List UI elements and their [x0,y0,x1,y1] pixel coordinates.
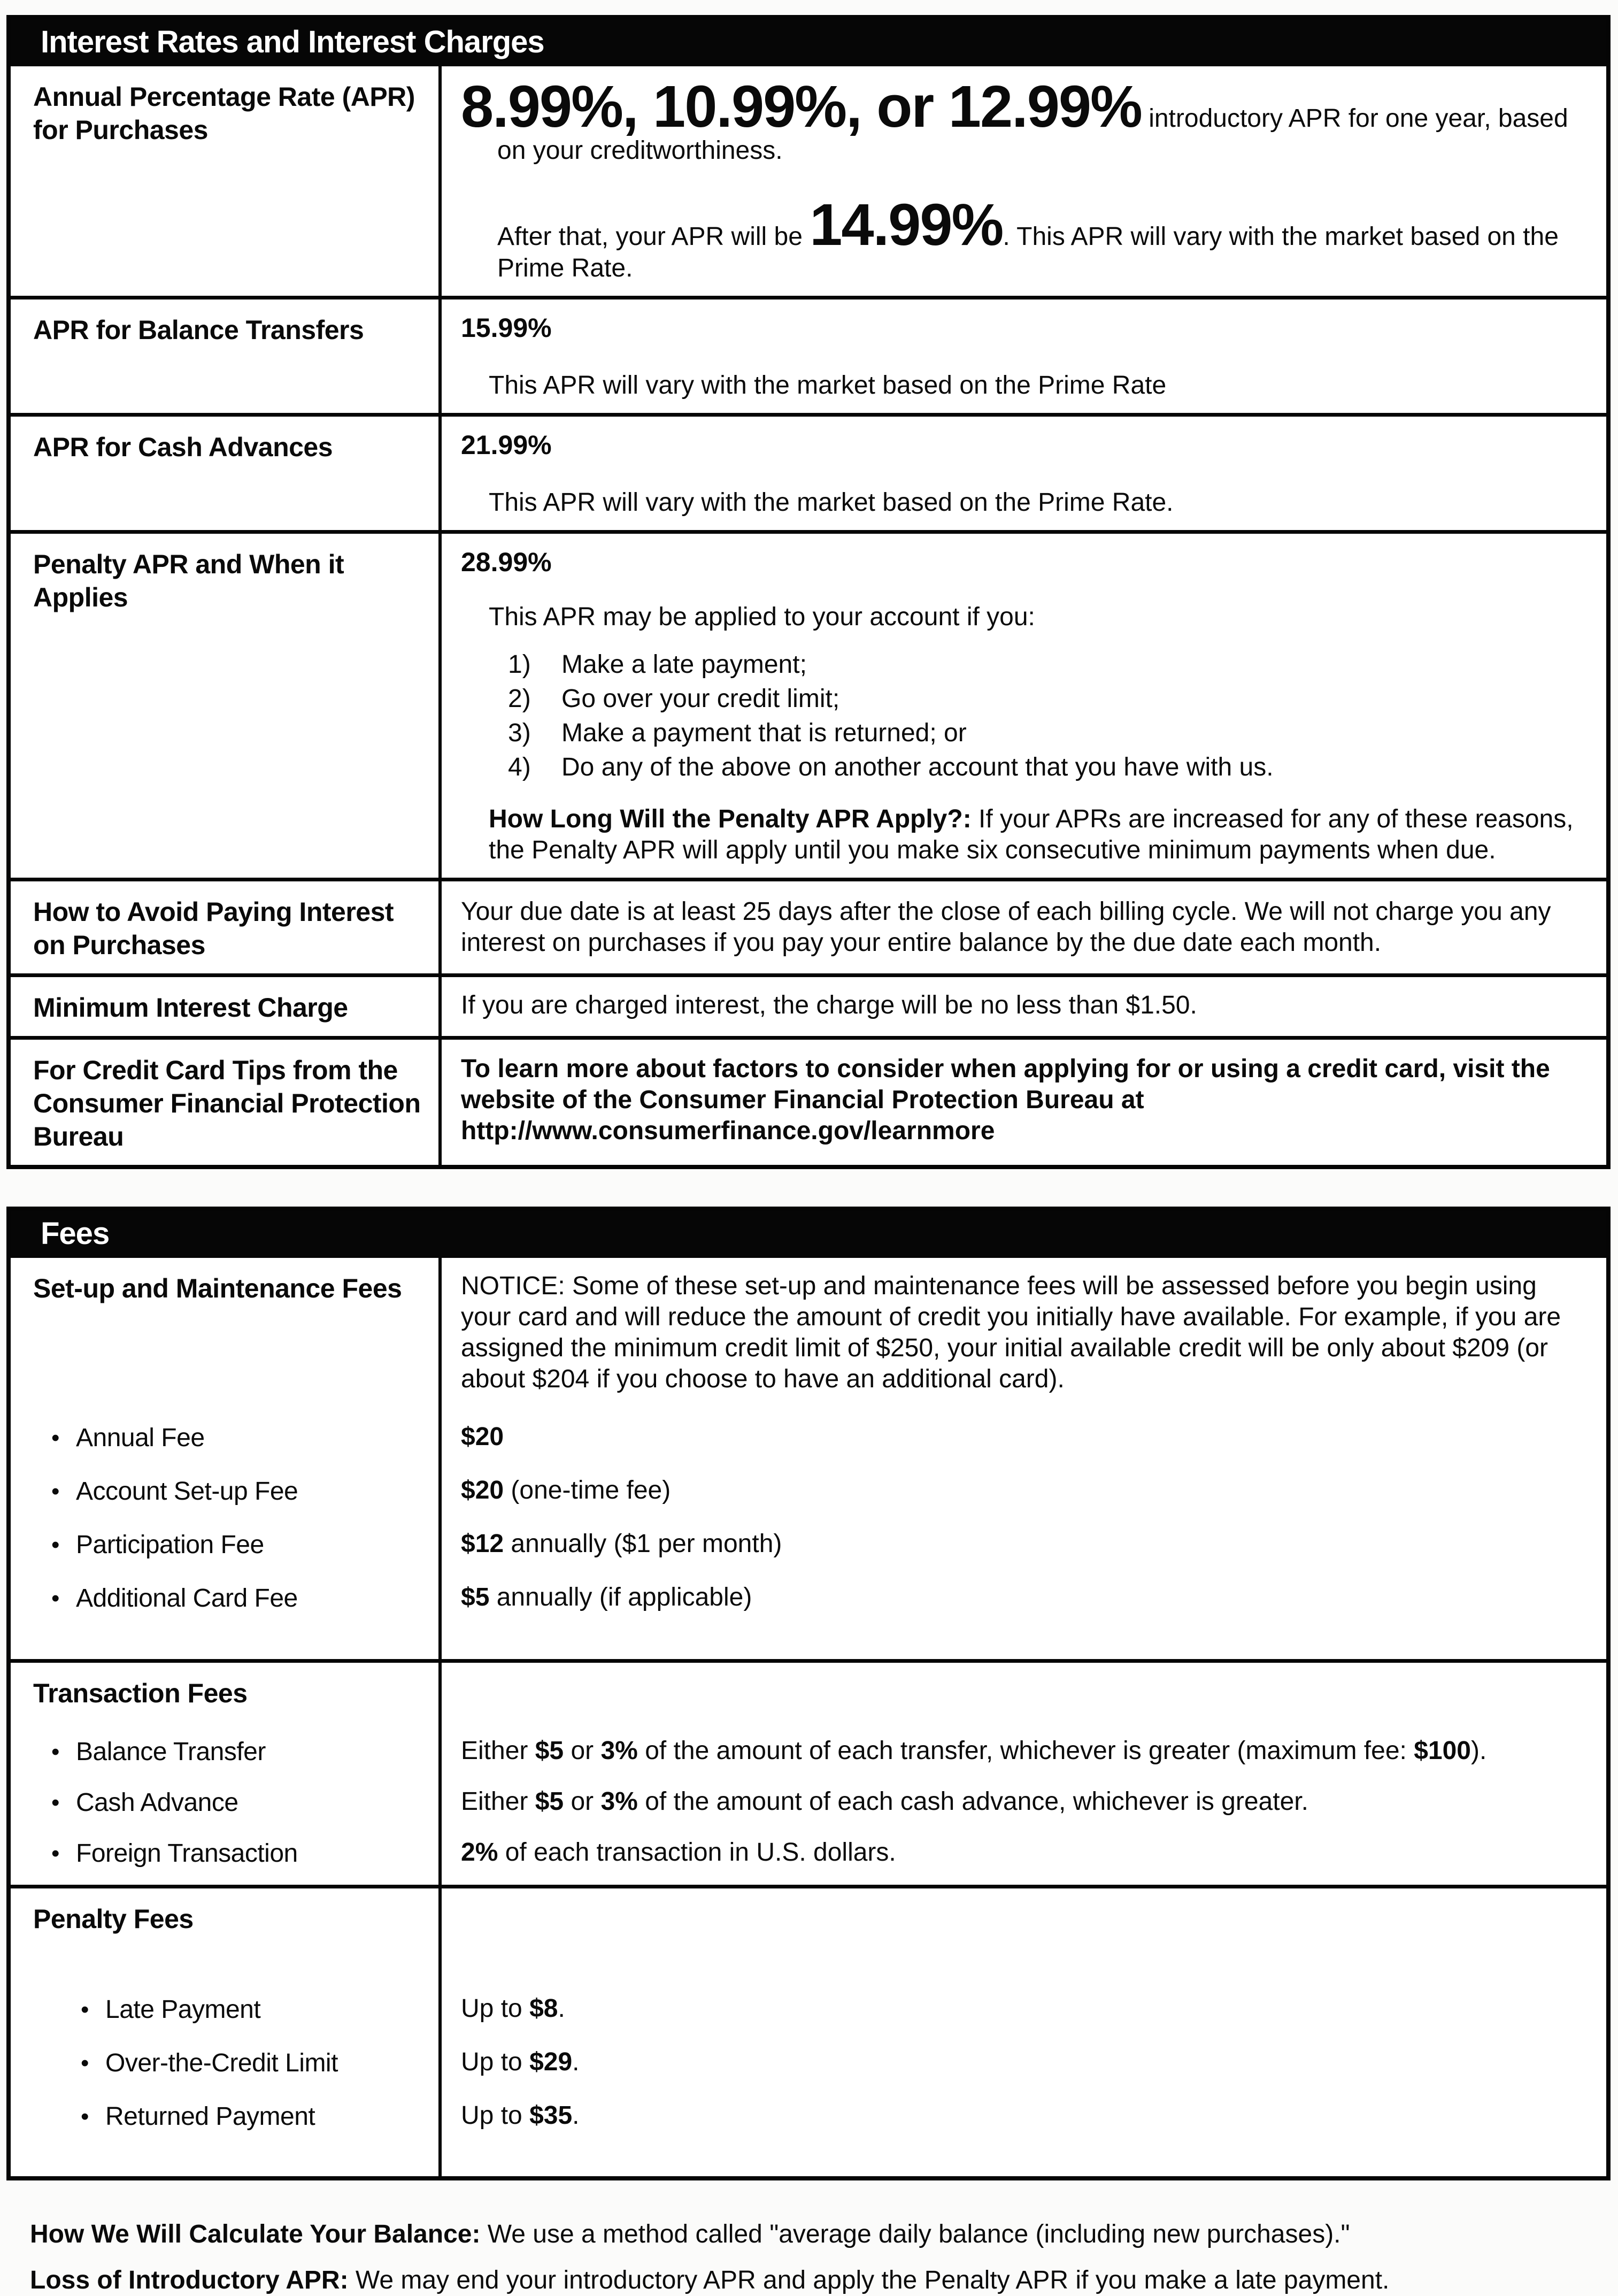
fee-item-additional-card-label-cell [11,1579,442,1632]
fee-item-label: Foreign Transaction [76,1839,298,1868]
penalty-condition-item [508,716,1585,750]
penalty-fees-header-row [11,1888,1606,1990]
penalty-condition-text: Do any of the above on another account that you have with us. [561,753,1274,781]
setup-fees-notice-cell [442,1258,1606,1418]
penalty-condition-item [508,648,1585,682]
note-loss-intro-apr: Loss of Introductory APR: We may end your introductory APR and apply the Penalty APR if you make a late payment. [30,2266,1390,2294]
penalty-condition-list [508,648,1585,785]
fee-item-participation-label-cell [11,1525,442,1579]
row-cash-advances [11,413,1606,530]
fee-item-value: Up to $35. [461,2101,580,2130]
fee-item-value: Up to $8. [461,1994,565,2023]
setup-fees-filler-cell [11,1632,442,1659]
fee-item-label: Balance Transfer [76,1738,266,1766]
bullet-icon: • [51,1790,59,1816]
fee-item-value: $20 [461,1423,504,1451]
cfpb-tips-label: For Credit Card Tips from the Consumer Financial Protection Bureau [33,1055,421,1151]
interest-table [6,15,1611,1169]
fee-item-cash-advance [11,1783,1606,1834]
penalty-condition-text: Make a payment that is returned; or [561,719,967,747]
fee-item-value: 2% of each transaction in U.S. dollars. [461,1838,896,1867]
setup-fees-filler-row [11,1632,1606,1659]
penalty-apr-rate: 28.99% [461,547,552,577]
footnotes [6,2180,1611,2296]
cash-advances-value-cell [442,417,1606,530]
fee-item-value: Up to $29. [461,2048,580,2076]
fee-item-balance-transfer-label-cell [11,1732,442,1783]
transaction-fees-block [11,1659,1606,1885]
fee-item-late-payment-label-cell [11,1990,442,2044]
penalty-condition-number: 4) [508,753,531,781]
bullet-icon: • [81,2103,89,2130]
fee-item-late-payment [11,1990,1606,2044]
penalty-condition-number: 2) [508,685,531,713]
purchases-label: Annual Percentage Rate (APR) for Purchases [33,82,415,145]
fee-item-label: Late Payment [105,1995,261,2024]
min-charge-label: Minimum Interest Charge [33,993,348,1023]
fee-item-label: Participation Fee [76,1531,264,1559]
transaction-fees-label-cell [11,1663,442,1732]
bullet-icon: • [51,1532,59,1558]
fee-item-account-setup [11,1472,1606,1525]
cfpb-tips-text: To learn more about factors to consider when applying for or using a credit card, visit the website of the Consumer Financial Protection Bureau at http://www.consumerfinance.gov/learnmore [461,1055,1550,1145]
avoid-interest-value-cell [442,881,1606,973]
cash-advances-rate: 21.99% [461,430,552,460]
fee-item-value: $5 annually (if applicable) [461,1583,752,1611]
fee-item-returned-payment [11,2097,1606,2151]
fee-item-foreign-transaction [11,1834,1606,1885]
fee-item-label: Additional Card Fee [76,1584,298,1612]
penalty-fees-label-cell [11,1888,442,1990]
fee-item-participation [11,1525,1606,1579]
purchases-label-cell [11,66,442,296]
fee-item-foreign-transaction-label-cell [11,1834,442,1885]
penalty-condition-number: 3) [508,719,531,747]
penalty-condition-text: Go over your credit limit; [561,685,840,713]
purchases-intro-line: 8.99%, 10.99%, or 12.99% introductory APR for one year, based on your creditworthiness. [461,74,1568,165]
fees-header-title: Fees [41,1216,110,1251]
fee-item-value: $20 (one-time fee) [461,1476,671,1504]
fee-item-over-limit [11,2044,1606,2097]
balance-transfers-label: APR for Balance Transfers [33,315,364,345]
penalty-fees-label: Penalty Fees [33,1904,194,1934]
bullet-icon: • [51,1739,59,1765]
cash-advances-note: This APR will vary with the market based on the Prime Rate. [489,488,1174,517]
balance-transfers-value-cell [442,300,1606,413]
fee-item-returned-payment-label-cell [11,2097,442,2151]
setup-fees-notice: NOTICE: Some of these set-up and maintenance fees will be assessed before you begin using your card and will reduce the amount of credit you initially have available. For example, if you are assigned the minimum credit limit of $250, your initial available credit will be only about $209 (or about $204 if you choose to have an additional card). [461,1272,1561,1393]
penalty-condition-item [508,682,1585,716]
balance-transfers-note: This APR will vary with the market based on the Prime Rate [489,371,1167,400]
row-balance-transfers [11,296,1606,413]
bullet-icon: • [51,1840,59,1867]
setup-fees-label-cell [11,1258,442,1418]
row-penalty-apr [11,530,1606,878]
penalty-apr-label: Penalty APR and When it Applies [33,549,344,612]
row-cfpb-tips [11,1036,1606,1165]
fee-item-label: Over-the-Credit Limit [105,2049,338,2077]
penalty-condition-number: 1) [508,650,531,679]
penalty-condition-item [508,750,1585,785]
fee-item-label: Annual Fee [76,1424,205,1452]
interest-header-bar [11,19,1606,66]
min-charge-value-cell [442,977,1606,1036]
bullet-icon: • [51,1478,59,1504]
bullet-icon: • [51,1425,59,1451]
avoid-interest-label-cell [11,881,442,973]
avoid-interest-label: How to Avoid Paying Interest on Purchases [33,897,394,960]
fee-item-label: Cash Advance [76,1788,238,1817]
cash-advances-label: APR for Cash Advances [33,432,333,462]
transaction-fees-label: Transaction Fees [33,1678,248,1708]
transaction-fees-header-row [11,1663,1606,1732]
penalty-how-long: How Long Will the Penalty APR Apply?: If your APRs are increased for any of these reasons, the Penalty APR will apply until you make six consecutive minimum payments when due. [489,805,1574,864]
cash-advances-label-cell [11,417,442,530]
cfpb-tips-value-cell [442,1040,1606,1165]
min-charge-label-cell [11,977,442,1036]
fees-table [6,1207,1611,2180]
note-balance-calculation: How We Will Calculate Your Balance: We use a method called "average daily balance (including new purchases)." [30,2220,1350,2248]
avoid-interest-text: Your due date is at least 25 days after the close of each billing cycle. We will not charge you any interest on purchases if you pay your entire balance by the due date each month. [461,897,1551,957]
bullet-icon: • [81,2050,89,2076]
fee-item-account-setup-label-cell [11,1472,442,1525]
setup-fees-label: Set-up and Maintenance Fees [33,1273,402,1303]
min-charge-text: If you are charged interest, the charge will be no less than $1.50. [461,991,1197,1019]
row-min-charge [11,973,1606,1036]
fee-item-label: Account Set-up Fee [76,1477,298,1506]
bullet-icon: • [51,1585,59,1611]
fees-header-bar [11,1211,1606,1258]
penalty-fees-filler-cell [11,2151,442,2176]
fee-item-annual [11,1418,1606,1472]
row-purchases [11,66,1606,296]
penalty-apr-label-cell [11,534,442,878]
penalty-condition-text: Make a late payment; [561,650,807,679]
fee-item-additional-card [11,1579,1606,1632]
penalty-apr-value-cell [442,534,1606,878]
penalty-fees-filler-row [11,2151,1606,2176]
setup-fees-block [11,1258,1606,1659]
bullet-icon: • [81,1996,89,2023]
setup-fees-header-row [11,1258,1606,1418]
fee-item-cash-advance-label-cell [11,1783,442,1834]
purchases-after-line: After that, your APR will be 14.99%. This APR will vary with the market based on the Prime Rate. [497,191,1559,282]
penalty-fees-block [11,1885,1606,2176]
interest-header-title: Interest Rates and Interest Charges [41,25,544,59]
cfpb-tips-label-cell [11,1040,442,1165]
fee-item-over-limit-label-cell [11,2044,442,2097]
fee-item-value: $12 annually ($1 per month) [461,1530,782,1558]
fee-item-annual-label-cell [11,1418,442,1472]
purchases-value-cell [442,66,1606,296]
fee-item-label: Returned Payment [105,2102,315,2131]
balance-transfers-rate: 15.99% [461,313,552,343]
penalty-apr-intro: This APR may be applied to your account if you: [489,603,1035,631]
fee-item-value: Either $5 or 3% of the amount of each cash advance, whichever is greater. [461,1787,1308,1816]
row-avoid-interest [11,878,1606,973]
fee-item-value: Either $5 or 3% of the amount of each transfer, whichever is greater (maximum fee: $100). [461,1737,1487,1765]
balance-transfers-label-cell [11,300,442,413]
fee-item-balance-transfer [11,1732,1606,1783]
